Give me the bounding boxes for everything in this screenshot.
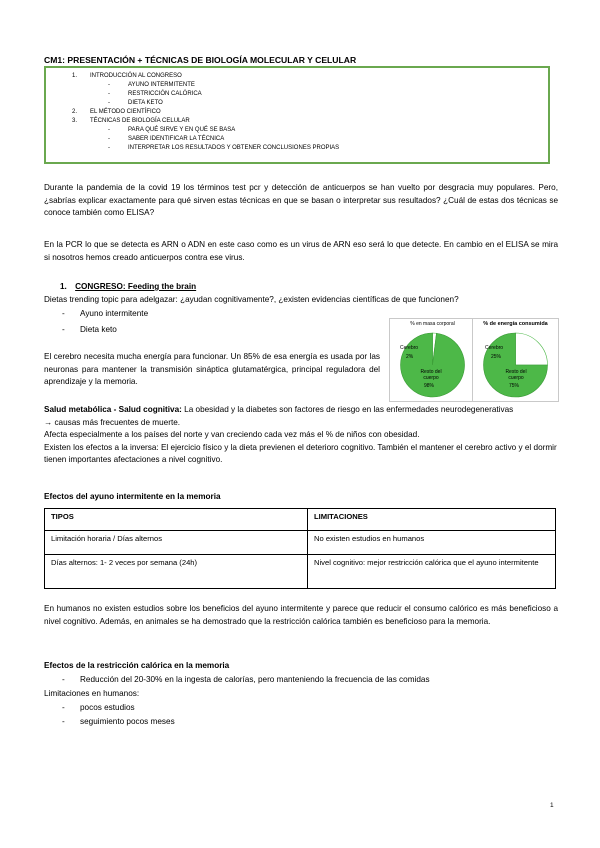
toc-item: DIETA KETO: [128, 100, 163, 106]
brain-paragraph: El cerebro necesita mucha energía para funcionar. Un 85% de esa energía es usada por las neuronas para mantener la transmisión sináptica glutamatérgica, principal reguladora del aprendizaje y la memoria.: [44, 352, 380, 386]
table-header: TIPOS: [45, 509, 308, 531]
page-title: CM1: PRESENTACIÓN + TÉCNICAS DE BIOLOGÍA MOLECULAR Y CELULAR: [44, 55, 357, 65]
table-of-contents: [44, 66, 550, 164]
metabolic-line: Existen los efectos a la inversa: El ejercicio físico y la dieta previenen el deterioro cognitivo. También el mantener el cerebro activo y el dormir tienen importantes afectaciones a nivel cognitivo.: [44, 442, 557, 464]
slice-label: Cerebro: [400, 345, 419, 351]
list-marker: -: [62, 675, 65, 684]
list-item: Dieta keto: [80, 325, 117, 334]
fasting-heading: Efectos del ayuno intermitente en la memoria: [44, 492, 221, 501]
metabolic-section: [44, 404, 560, 467]
list-marker: -: [62, 717, 65, 726]
caloric-heading: Efectos de la restricción calórica en la memoria: [44, 661, 230, 670]
slice-label: Resto del cuerpo: [420, 369, 442, 381]
toc-item: SABER IDENTIFICAR LA TÉCNICA: [128, 136, 225, 142]
intro-paragraph: Durante la pandemia de la covid 19 los términos test pcr y detección de anticuerpos se han vuelto por desgracia muy populares. Pero, ¿sabrías explicar exactamente para qué sirven estas técnicas en que se basan o interpretar sus resultados? ¿Cuál de estas dos técnicas se conoce también como ELISA?: [44, 183, 558, 217]
toc-item: AYUNO INTERMITENTE: [128, 82, 195, 88]
toc-item: PARA QUÉ SIRVE Y EN QUÉ SE BASA: [128, 127, 236, 133]
table-cell: Días alternos: 1- 2 veces por semana (24h): [45, 555, 308, 589]
slice-value: 25%: [491, 354, 502, 360]
toc-marker: 3.: [72, 118, 78, 124]
list-item: Ayuno intermitente: [80, 309, 149, 318]
slice-value: 2%: [406, 354, 414, 360]
humans-paragraph: En humanos no existen estudios sobre los beneficios del ayuno intermitente y parece que reducir el consumo calórico es más beneficioso a nivel cognitivo. Además, en animales se ha demostrado que la restricción calórica también es beneficioso para la memoria.: [44, 604, 558, 626]
toc-item: RESTRICCIÓN CALÓRICA: [128, 91, 202, 97]
pie-chart-body-mass: [389, 318, 476, 402]
table-row: [45, 555, 556, 589]
pie-chart-energy-consumed: [472, 318, 559, 402]
toc-item: INTRODUCCIÓN AL CONGRESO: [90, 73, 182, 79]
toc-item: TÉCNICAS DE BIOLOGÍA CELULAR: [90, 118, 190, 124]
list-marker: -: [62, 325, 65, 334]
toc-marker: -: [108, 127, 110, 133]
list-marker: -: [62, 309, 65, 318]
list-item: Reducción del 20-30% en la ingesta de calorías, pero manteniendo la frecuencia de las comidas: [80, 675, 430, 684]
slice-label: Resto del cuerpo: [505, 369, 527, 381]
slice-value: 98%: [424, 383, 435, 389]
toc-marker: -: [108, 82, 110, 88]
list-marker: -: [62, 703, 65, 712]
chart-title: % de energía consumida: [483, 321, 548, 327]
pcr-paragraph: En la PCR lo que se detecta es ARN o ADN en este caso como es un virus de ARN eso será lo que detecte. En cambio en el ELISA se mira si nosotros hemos creado anticuerpos contra ese virus.: [44, 240, 558, 262]
limits-label: Limitaciones en humanos:: [44, 689, 140, 698]
toc-marker: -: [108, 136, 110, 142]
section-number: 1.: [60, 282, 67, 291]
toc-marker: -: [108, 100, 110, 106]
table-cell: No existen estudios en humanos: [308, 531, 556, 555]
table-cell: Limitación horaria / Días alternos: [45, 531, 308, 555]
toc-marker: -: [108, 91, 110, 97]
metabolic-line: → causas más frecuentes de muerte.: [44, 417, 181, 427]
fasting-table: [44, 508, 556, 589]
chart-title: % en masa corporal: [410, 321, 455, 327]
slice-value: 75%: [509, 383, 520, 389]
page-number: 1: [550, 802, 554, 809]
metabolic-lead: Salud metabólica - Salud cognitiva:: [44, 405, 182, 414]
toc-marker: 2.: [72, 109, 78, 115]
toc-marker: -: [108, 145, 110, 151]
table-cell: Nivel cognitivo: mejor restricción calórica que el ayuno intermitente: [308, 555, 556, 589]
list-item: pocos estudios: [80, 703, 135, 712]
table-row: [45, 531, 556, 555]
diet-question: Dietas trending topic para adelgazar: ¿ayudan cognitivamente?, ¿existen evidencias científicas de que funcionen?: [44, 295, 459, 304]
toc-item: INTERPRETAR LOS RESULTADOS Y OBTENER CONCLUSIONES PROPIAS: [128, 145, 340, 151]
table-header-row: [45, 509, 556, 531]
toc-item: EL MÉTODO CIENTÍFICO: [90, 109, 161, 115]
list-item: seguimiento pocos meses: [80, 717, 175, 726]
metabolic-line: La obesidad y la diabetes son factores de riesgo en las enfermedades neurodegenerativas: [181, 405, 514, 414]
metabolic-line: Afecta especialmente a los países del norte y van creciendo cada vez más el % de niños con obesidad.: [44, 430, 420, 439]
section-1-heading: [60, 281, 196, 294]
slice-label: Cerebro: [485, 345, 504, 351]
toc-marker: 1.: [72, 73, 78, 79]
section-title: CONGRESO: Feeding the brain: [75, 282, 197, 291]
table-header: LIMITACIONES: [308, 509, 556, 531]
pie-slice-cerebro: [516, 333, 548, 365]
